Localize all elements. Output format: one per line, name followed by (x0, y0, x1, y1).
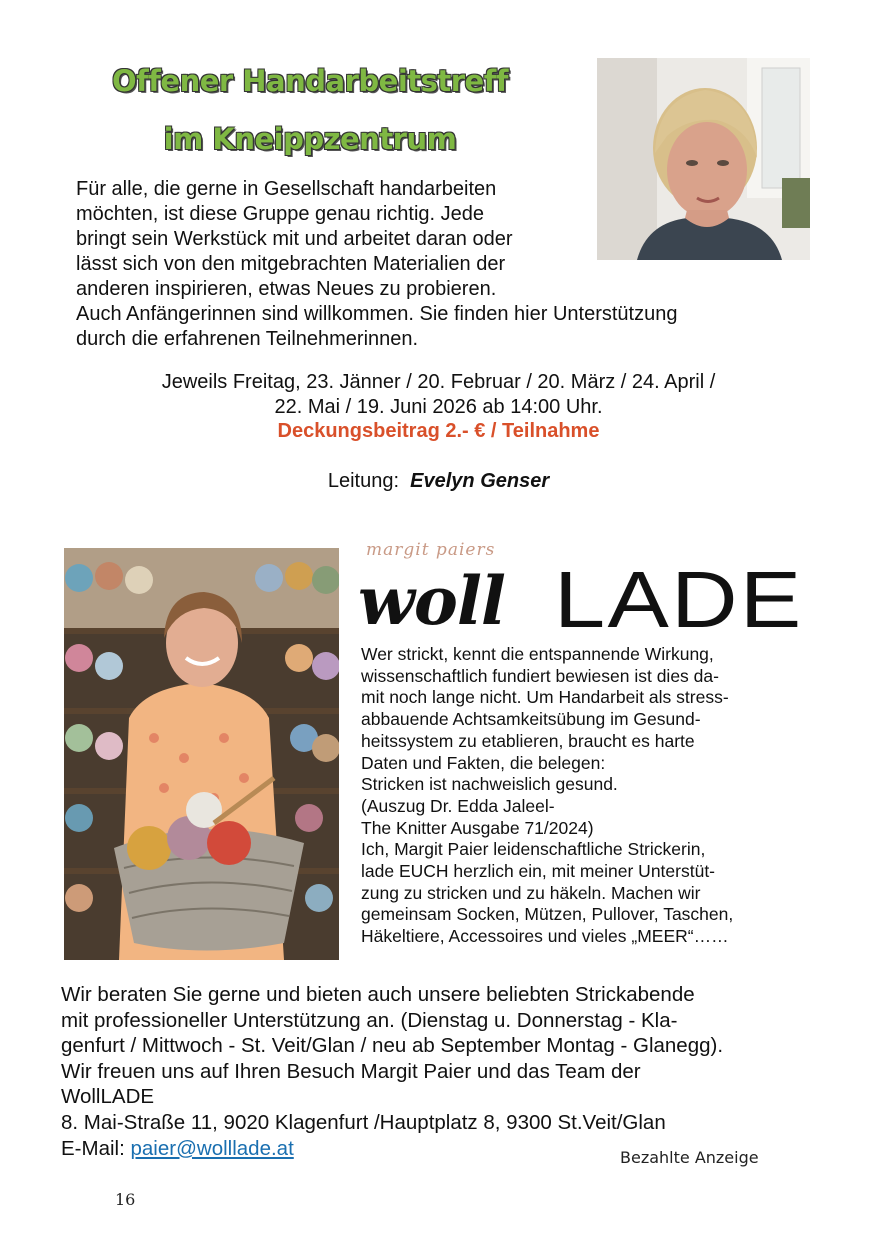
leader-label: Leitung: (327, 470, 400, 492)
logo-script: woll (358, 562, 505, 640)
schedule-line1: Jeweils Freitag, 23. Jänner / 20. Februar / 20. März / 24. April / (161, 371, 716, 393)
contact-line: genfurt / Mittwoch - St. Veit/Glan / neu ab September Montag - Glanegg). (61, 1034, 724, 1058)
intro-line: durch die erfahrenen Teilnehmerinnen. (76, 328, 419, 350)
wolllade-logo (358, 555, 804, 644)
schedule-dates (0, 370, 877, 420)
logo-tagline: margit paiers (366, 540, 496, 560)
intro-line: Auch Anfängerinnen sind willkommen. Sie finden hier Unterstützung (76, 303, 678, 325)
intro-text (76, 177, 796, 352)
paid-ad-notice: Bezahlte Anzeige (620, 1148, 759, 1167)
story-line: Stricken ist nachweislich gesund. (361, 774, 618, 795)
intro-line: Für alle, die gerne in Gesellschaft handarbeiten (76, 178, 497, 200)
fee-notice: Deckungsbeitrag 2.- € / Teilnahme (277, 420, 600, 442)
leader-line (0, 470, 877, 493)
story-line: Ich, Margit Paier leidenschaftliche Strickerin, (361, 839, 706, 860)
portrait-photo-knitter (64, 548, 339, 960)
email-link[interactable]: paier@wolllade.at (130, 1136, 294, 1160)
intro-line: bringt sein Werkstück mit und arbeitet daran oder (76, 228, 513, 250)
schedule-line2: 22. Mai / 19. Juni 2026 ab 14:00 Uhr. (274, 396, 603, 418)
page-title-line2: im Kneippzentrum (163, 122, 457, 156)
story-text (361, 644, 821, 948)
story-line: mit noch lange nicht. Um Handarbeit als stress- (361, 687, 729, 708)
story-line: wissenschaftlich fundiert bewiesen ist dies da- (361, 665, 719, 686)
logo-caps: LADE (554, 555, 804, 644)
contact-text (61, 982, 851, 1161)
contact-line: Wir freuen uns auf Ihren Besuch Margit Paier und das Team der (61, 1059, 641, 1083)
page-title-line1: Offener Handarbeitstreff (112, 64, 508, 98)
story-line: heitssystem zu etablieren, braucht es harte (361, 730, 695, 751)
contact-line: 8. Mai-Straße 11, 9020 Klagenfurt /Hauptplatz 8, 9300 St.Veit/Glan (61, 1110, 666, 1134)
story-line: abbauende Achtsamkeitsübung im Gesund- (361, 709, 701, 730)
story-line: Häkeltiere, Accessoires und vieles „MEER“…… (361, 926, 729, 947)
intro-line: anderen inspirieren, etwas Neues zu probieren. (76, 278, 497, 300)
story-line: zung zu stricken und zu häkeln. Machen wir (361, 882, 701, 903)
contact-line: WollLADE (61, 1085, 155, 1109)
intro-line: lässt sich von den mitgebrachten Materialien der (76, 253, 506, 275)
email-label: E-Mail: (61, 1136, 125, 1160)
contact-line: mit professioneller Unterstützung an. (Dienstag u. Donnerstag - Kla- (61, 1008, 678, 1032)
page-number: 16 (115, 1190, 136, 1209)
story-line: Wer strickt, kennt die entspannende Wirkung, (361, 644, 714, 664)
contact-line: Wir beraten Sie gerne und bieten auch unsere beliebten Strickabende (61, 983, 695, 1006)
leader-name: Evelyn Genser (410, 470, 550, 492)
story-line: The Knitter Ausgabe 71/2024) (361, 817, 594, 838)
intro-line: möchten, ist diese Gruppe genau richtig. Jede (76, 203, 485, 225)
story-line: lade EUCH herzlich ein, mit meiner Unterstüt- (361, 861, 716, 882)
story-line: gemeinsam Socken, Mützen, Pullover, Taschen, (361, 904, 734, 925)
story-line: Daten und Fakten, die belegen: (361, 752, 606, 773)
story-line: (Auszug Dr. Edda Jaleel- (361, 795, 555, 816)
